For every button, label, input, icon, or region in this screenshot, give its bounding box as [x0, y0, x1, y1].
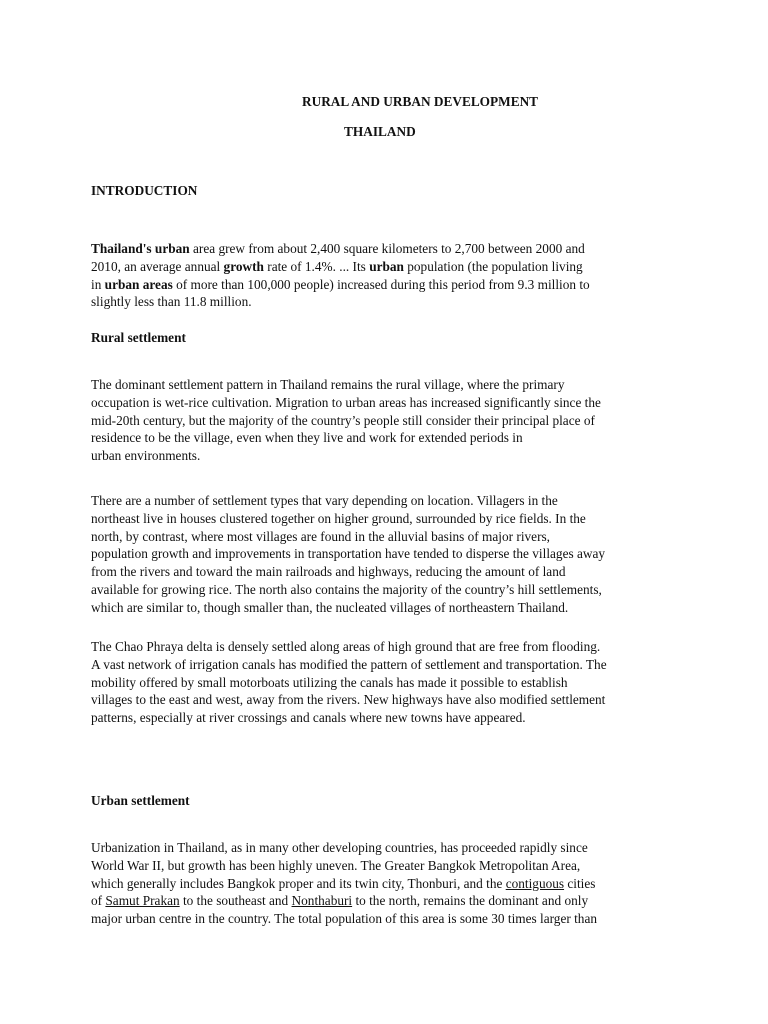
text-run: in: [91, 276, 105, 292]
bold-text: Thailand's urban: [91, 241, 190, 256]
paragraph-line: slightly less than 11.8 million.: [91, 294, 252, 310]
link-nonthaburi[interactable]: Nonthaburi: [291, 893, 353, 909]
paragraph-line: mid-20th century, but the majority of the country’s people still consider their principal place of: [91, 412, 595, 428]
paragraph-line: northeast live in houses clustered together on higher ground, surrounded by rice fields. In the: [91, 510, 586, 526]
rural-paragraph-3: [91, 638, 681, 727]
paragraph-line: north, by contrast, where most villages are found in the alluvial basins of major rivers,: [91, 528, 550, 544]
heading-introduction: INTRODUCTION: [91, 183, 198, 198]
document-subtitle: THAILAND: [344, 124, 416, 139]
urban-paragraph-1: [91, 839, 681, 928]
link-contiguous[interactable]: contiguous: [505, 875, 565, 891]
heading-urban-settlement: Urban settlement: [91, 793, 190, 808]
link-samut-prakan[interactable]: Samut Prakan: [105, 893, 180, 909]
paragraph-line: Urbanization in Thailand, as in many other developing countries, has proceeded rapidly since: [91, 840, 588, 855]
rural-paragraph-1: [91, 376, 681, 465]
paragraph-line: A vast network of irrigation canals has modified the pattern of settlement and transportation. The: [91, 656, 607, 672]
text-run: cities: [564, 875, 596, 891]
paragraph-line: The dominant settlement pattern in Thailand remains the rural village, where the primary: [91, 377, 565, 392]
rural-paragraph-2: [91, 492, 681, 617]
paragraph-line: major urban centre in the country. The total population of this area is some 30 times larger than: [91, 911, 598, 927]
bold-text: growth: [223, 258, 264, 274]
paragraph-line: [91, 276, 681, 294]
paragraph-line: urban environments.: [91, 448, 201, 464]
text-run: to the north, remains the dominant and only: [352, 893, 589, 909]
paragraph-line: available for growing rice. The north also contains the majority of the country’s hill settlements,: [91, 581, 602, 597]
paragraph-line: occupation is wet-rice cultivation. Migration to urban areas has increased significantly since the: [91, 394, 601, 410]
paragraph-line: The Chao Phraya delta is densely settled along areas of high ground that are free from flooding.: [91, 639, 601, 654]
paragraph-line: mobility offered by small motorboats utilizing the canals has made it possible to establish: [91, 674, 568, 690]
text-run: to the southeast and: [179, 893, 292, 909]
text-run: 2010, an average annual: [91, 258, 224, 274]
text-run: rate of 1.4%. ... Its: [263, 258, 370, 274]
paragraph-line: [91, 258, 681, 276]
paragraph-line: [91, 240, 681, 258]
heading-rural-settlement: Rural settlement: [91, 330, 186, 345]
paragraph-line: population growth and improvements in transportation have tended to disperse the villages away: [91, 546, 606, 562]
text-run: of more than 100,000 people) increased during this period from 9.3 million to: [172, 276, 590, 292]
text-run: population (the population living: [403, 258, 583, 274]
text-run: of: [91, 893, 106, 909]
text-run: which generally includes Bangkok proper and its twin city, Thonburi, and the: [91, 875, 506, 891]
document-title: RURAL AND URBAN DEVELOPMENT: [302, 94, 539, 109]
paragraph-line: which are similar to, though smaller than, the nucleated villages of northeastern Thailand.: [91, 599, 569, 615]
paragraph-line: There are a number of settlement types that vary depending on location. Villagers in the: [91, 493, 558, 508]
bold-text: urban: [369, 258, 404, 274]
intro-paragraph: [91, 240, 681, 311]
paragraph-line: from the rivers and toward the main railroads and highways, reducing the amount of land: [91, 564, 566, 580]
bold-text: urban areas: [104, 276, 173, 292]
paragraph-line: [91, 875, 681, 893]
paragraph-line: villages to the east and west, away from the rivers. New highways have also modified settlement: [91, 692, 606, 708]
paragraph-line: patterns, especially at river crossings and canals where new towns have appeared.: [91, 710, 526, 726]
paragraph-line: residence to be the village, even when they live and work for extended periods in: [91, 430, 523, 446]
paragraph-line: [91, 892, 681, 910]
text-run: area grew from about 2,400 square kilometers to 2,700 between 2000 and: [189, 241, 585, 256]
paragraph-line: World War II, but growth has been highly uneven. The Greater Bangkok Metropolitan Area,: [91, 857, 581, 873]
